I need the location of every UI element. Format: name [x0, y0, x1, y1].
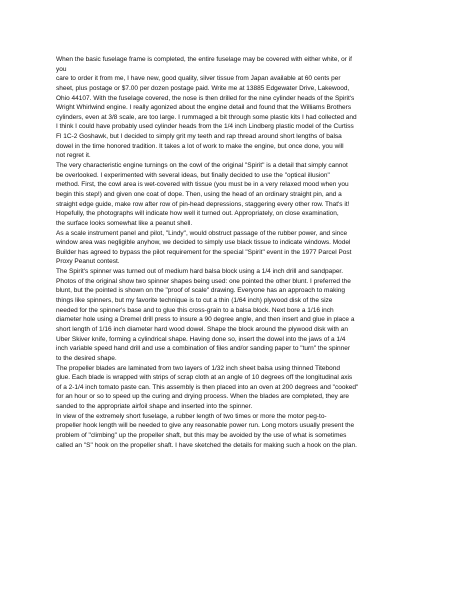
text-line: glue. Each blade is wrapped with strips of scrap cloth at an angle of 10 degrees off the longitudinal axis — [56, 374, 353, 382]
text-line: propeller hook length will be needed to give any reasonable power run. Long motors usually present the — [56, 422, 355, 430]
text-line: cylinders, even at 3/8 scale, are too large. I rummaged a bit through some plastic kits I had collected and — [56, 113, 357, 121]
text-line: to the desired shape. — [56, 354, 117, 362]
text-line: When the basic fuselage frame is completed, the entire fuselage may be covered with either white, or if — [56, 56, 352, 63]
text-line: I think I could have probably used cylinder heads from the 1/4 inch Lindberg plastic model of the Curtiss — [56, 123, 354, 131]
text-line: Proxy Peanut contest. — [56, 258, 120, 266]
text-line: dowel in the time honored tradition. It takes a lot of work to make the engine, but once done, you will — [56, 142, 344, 150]
text-line: Wright Whirlwind engine. I really agonized about the engine detail and found that the Williams Brothers — [56, 104, 352, 112]
text-line: The propeller blades are laminated from two layers of 1/32 inch sheet balsa using thinned Titebond — [56, 364, 341, 372]
text-line: sanded to the appropriate airfoil shape and inserted into the spinner. — [56, 403, 253, 411]
text-line: blunt, but the pointed is shown on the "proof of scale" drawing. Everyone has an approach to making — [56, 287, 345, 295]
text-line: problem of "climbing" up the propeller shaft, but this may be avoided by the use of what is sometimes — [56, 431, 347, 439]
text-line: begin this step!) and given one coat of dope. Then, using the head of an ordinary straight pin, and a — [56, 190, 342, 198]
text-line: things like spinners, but my favorite technique is to cut a thin (1/64 inch) plywood disk of the size — [56, 297, 333, 305]
text-line: diameter hole using a Dremel drill press to insure a 90 degree angle, and then insert and glue in place a — [56, 316, 355, 324]
text-line: window area was negligible anyhow, we decided to simply use black tissue to indicate windows. Model — [56, 239, 351, 247]
text-line: As a scale instrument panel and pilot, "Lindy", would obstruct passage of the rubber power, and since — [56, 229, 348, 237]
text-line: The Spirit's spinner was turned out of medium hard balsa block using a 1/4 inch drill and sandpaper. — [56, 268, 344, 276]
text-line: called an "S" hook on the propeller shaft. I have sketched the details for making such a hook on the plan. — [56, 441, 357, 449]
text-line: be overlooked. I experimented with several ideas, but finally decided to use the "optical illusion" — [56, 171, 330, 179]
text-line: Photos of the original show two spinner shapes being used: one pointed the other blunt. I preferred the — [56, 277, 351, 285]
text-line: Hopefully, the photographs will indicate how well it turned out. Appropriately, on close examination, — [56, 210, 339, 218]
text-line: sheet, plus postage or $7.00 per dozen postage paid. Write me at 13885 Edgewater Drive, Lakewood, — [56, 84, 350, 92]
text-line: short length of 1/16 inch diameter hard wood dowel. Shape the block around the plywood disk with an — [56, 325, 348, 333]
text-line: Uber Skiver knife, forming a cylindrical shape. Having done so, insert the dowel into the jaws of a 1/4 — [56, 335, 346, 343]
text-line: care to order it from me, I have new, good quality, silver tissue from Japan available at 60 cents per — [56, 75, 341, 83]
text-line: you — [56, 65, 67, 73]
text-line: method. First, the cowl area is wet-covered with tissue (you must be in a very relaxed mood when you — [56, 181, 349, 189]
text-line: for an hour or so to speed up the curing and drying process. When the blades are completed, they are — [56, 393, 350, 401]
text-line: inch variable speed hand drill and use a combination of files and/or sanding paper to "turn" the spinner — [56, 345, 351, 353]
text-line: In view of the extremely short fuselage, a rubber length of two times or more the motor peg-to- — [56, 412, 327, 420]
text-line: Fl 1C-2 Goshawk, but I decided to simply grit my teeth and rap thread around short lengths of balsa — [56, 133, 342, 141]
text-line: Builder has agreed to bypass the pilot requirement for the special "Spirit" event in the 1977 Parcel Post — [56, 248, 352, 256]
text-line: straight edge guide, make row after row of pin-head depressions, staggering every other row. That's it! — [56, 200, 350, 208]
text-line: the surface looks somewhat like a peanut shell. — [56, 219, 193, 227]
text-line: needed for the spinner's base and to glue this cross-grain to a balsa block. Next bore a 1/16 inch — [56, 306, 334, 314]
document-page — [56, 55, 418, 450]
text-line: The very characteristic engine turnings on the cowl of the original "Spirit" is a detail that simply cannot — [56, 162, 348, 170]
text-line: not regret it. — [56, 152, 91, 160]
text-line: of a 2-1/4 inch tomato paste can. This assembly is then placed into an oven at 200 degrees and "cooked" — [56, 383, 359, 391]
text-line: Ohio 44107. With the fuselage covered, the nose is then drilled for the nine cylinder heads of the Spirit's — [56, 94, 355, 102]
